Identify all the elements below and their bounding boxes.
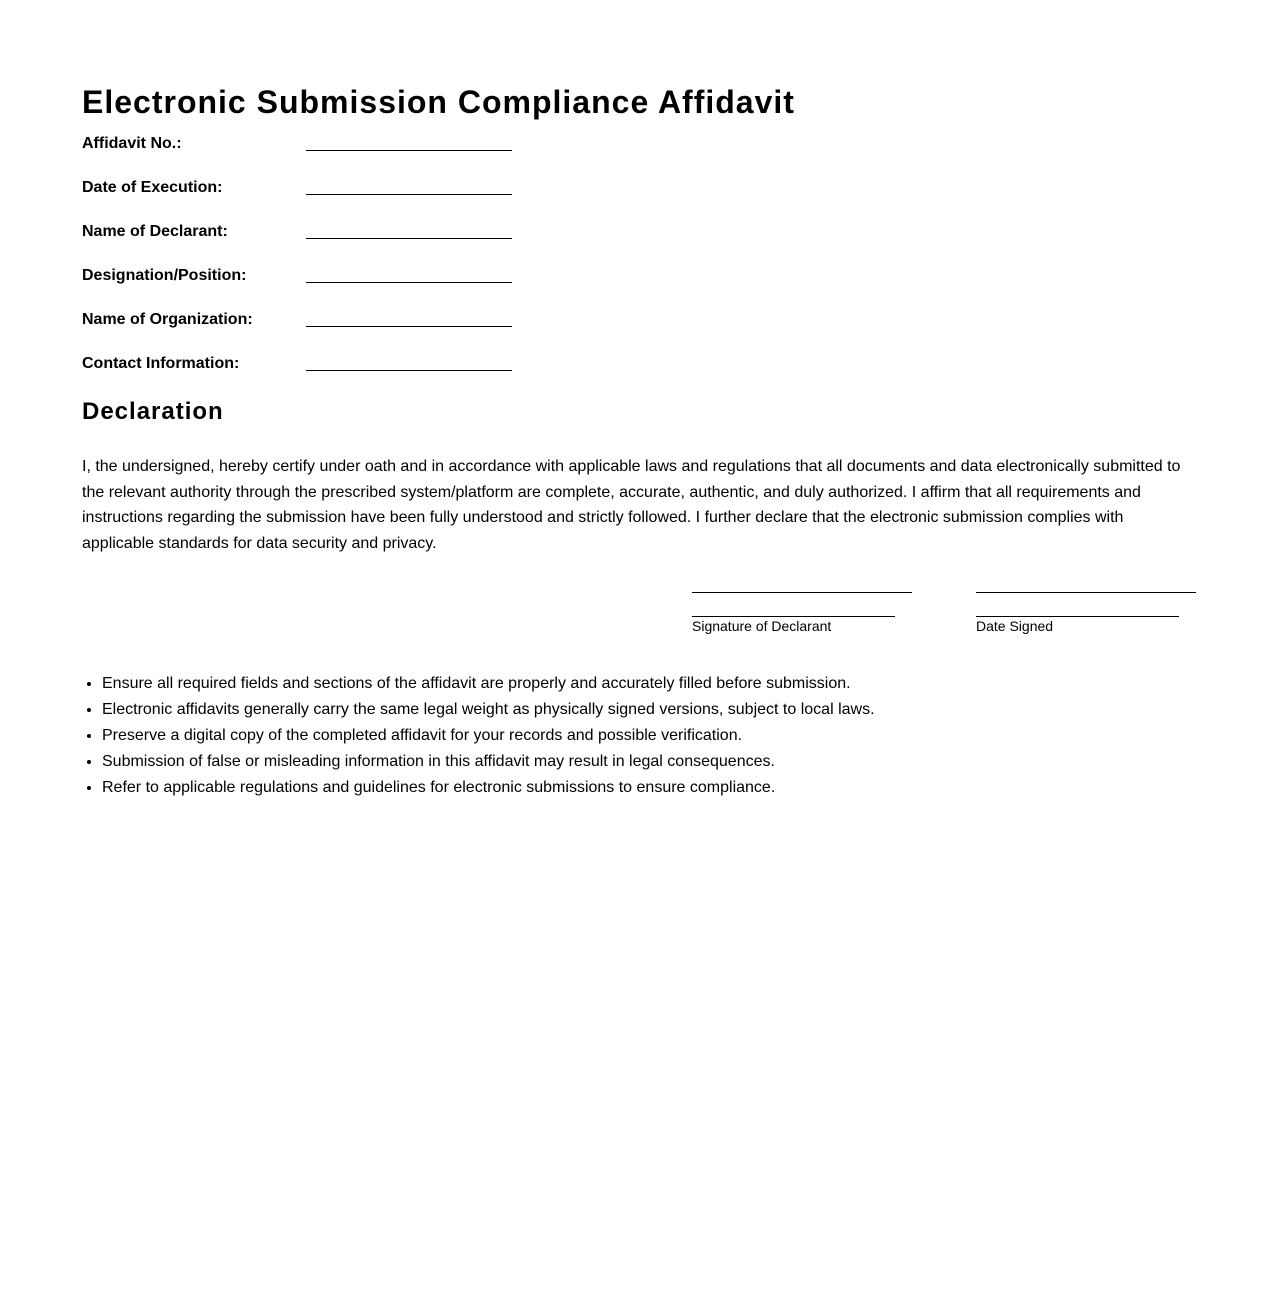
date-signed-label: Date Signed	[976, 618, 1054, 634]
signature-line[interactable]	[692, 592, 912, 593]
designation-blank[interactable]	[306, 282, 512, 283]
list-item: • Refer to applicable regulations and guidelines for electronic submissions to ensure compliance.	[102, 775, 1202, 801]
name-of-organization-blank[interactable]	[306, 326, 512, 327]
date-of-execution-blank[interactable]	[306, 194, 512, 195]
field-label: Contact Information:	[82, 355, 240, 372]
affidavit-fields	[82, 132, 522, 396]
field-name-of-organization	[82, 308, 522, 352]
declaration-text: I, the undersigned, hereby certify under oath and in accordance with applicable laws and regulations that all documents and data electronically submitted to the relevant authority through the prescribed system/platform are complete, accurate, authentic, and duly authorized. I affirm that all requirements and instructions regarding the submission have been fully understood and strictly followed. I further declare that the electronic submission complies with applicable standards for data security and privacy.	[82, 458, 1181, 553]
list-item: • Preserve a digital copy of the completed affidavit for your records and possible verification.	[102, 723, 1202, 749]
date-signed-underline	[976, 616, 1179, 617]
signature-underline	[692, 616, 895, 617]
field-label: Name of Declarant:	[82, 223, 228, 240]
field-label: Date of Execution:	[82, 179, 223, 196]
signature-of-declarant-label: Signature of Declarant	[692, 618, 832, 634]
contact-information-blank[interactable]	[306, 370, 512, 371]
field-contact-information	[82, 352, 522, 396]
field-label: Name of Organization:	[82, 311, 253, 328]
date-signed-line[interactable]	[976, 592, 1196, 593]
affidavit-no-blank[interactable]	[306, 150, 512, 151]
field-label: Affidavit No.:	[82, 135, 182, 152]
field-label: Designation/Position:	[82, 267, 247, 284]
list-item: • Electronic affidavits generally carry the same legal weight as physically signed versions, subject to local laws.	[102, 697, 1202, 723]
field-date-of-execution	[82, 176, 522, 220]
name-of-declarant-blank[interactable]	[306, 238, 512, 239]
signature-of-declarant-block	[692, 592, 912, 634]
notes-list	[82, 671, 1202, 801]
declaration-heading: Declaration	[82, 398, 224, 425]
document-title: Electronic Submission Compliance Affidavit	[82, 84, 795, 120]
field-designation	[82, 264, 522, 308]
list-item: • Ensure all required fields and sections of the affidavit are properly and accurately filled before submission.	[102, 671, 1202, 697]
date-signed-block	[976, 592, 1196, 634]
list-item: • Submission of false or misleading information in this affidavit may result in legal consequences.	[102, 749, 1202, 775]
field-affidavit-no	[82, 132, 522, 176]
field-name-of-declarant	[82, 220, 522, 264]
